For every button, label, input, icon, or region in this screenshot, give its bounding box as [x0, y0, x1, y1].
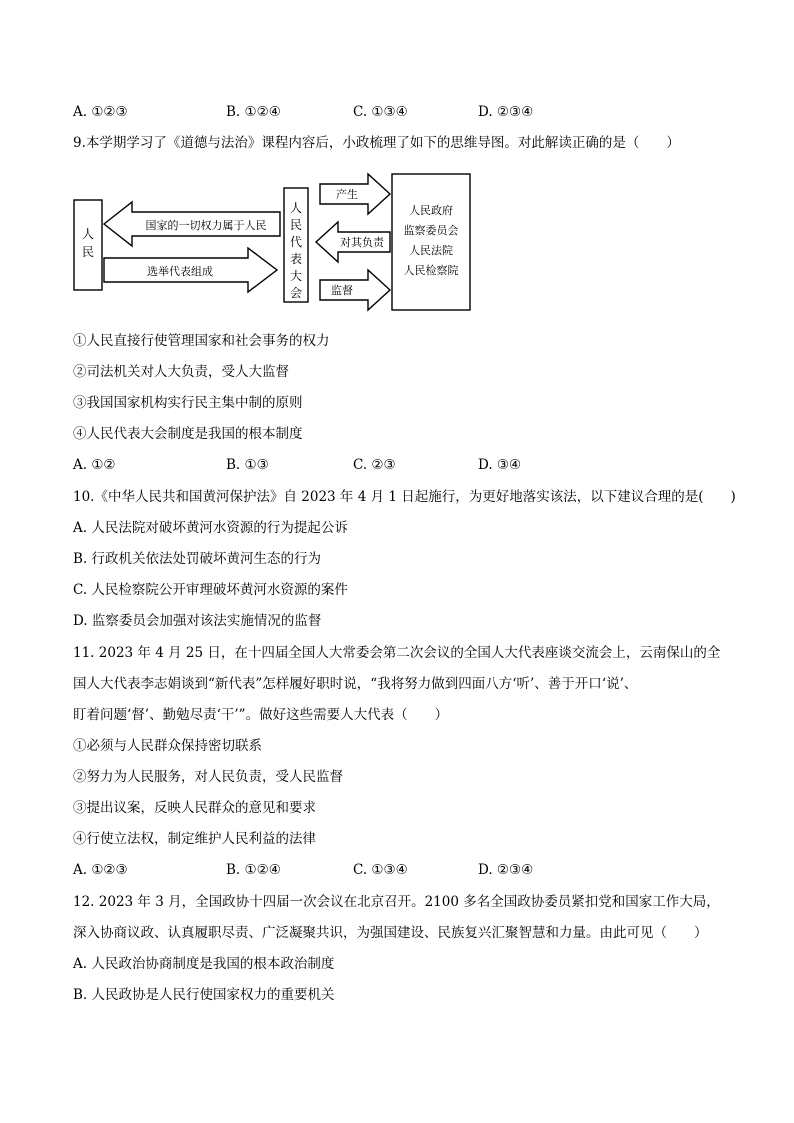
q12-option-a: A. 人民政治协商制度是我国的根本政治制度	[73, 956, 335, 972]
people-label-2: 民	[81, 245, 95, 259]
option-d: D. ②③④	[478, 862, 534, 878]
option-b: B. ①②④	[226, 862, 281, 878]
q10-stem: 10.《中华人民共和国黄河保护法》自 2023 年 4 月 1 日起施行，为更好地落实该法，以下建议合理的是( )	[73, 489, 736, 505]
organ-government: 人民政府	[409, 204, 453, 217]
npc-char-2: 民	[289, 218, 303, 232]
npc-char-6: 会	[289, 286, 303, 300]
option-a: A. ①②③	[73, 104, 128, 120]
q12-stem-line-1: 12. 2023 年 3 月，全国政协十四届一次会议在北京召开。2100 多名全国政协委员紧扣党和国家工作大局，	[73, 894, 720, 910]
npc-char-5: 大	[289, 269, 303, 283]
npc-char-4: 表	[289, 252, 303, 266]
state-organs-box	[392, 174, 470, 310]
q9-mind-map-diagram	[72, 172, 474, 318]
option-a: A. ①②	[73, 457, 116, 473]
q11-statement-4: ④行使立法权，制定维护人民利益的法律	[73, 831, 316, 847]
option-c: C. ①③④	[353, 862, 408, 878]
q11-stem-line-3: 盯着问题‘督’、勤勉尽责‘干’”。做好这些需要人大代表（ ）	[73, 707, 449, 723]
q12-option-b: B. 人民政协是人民行使国家权力的重要机关	[73, 987, 335, 1003]
arrow-responsible-label: 对其负责	[340, 236, 384, 249]
arrow-produce-label: 产生	[336, 188, 358, 201]
arrow-right-label: 选举代表组成	[147, 265, 213, 278]
q9-statement-4: ④人民代表大会制度是我国的根本制度	[73, 426, 303, 442]
organ-supervisory: 监察委员会	[403, 224, 459, 237]
q11-statement-1: ①必须与人民群众保持密切联系	[73, 738, 262, 754]
q10-option-b: B. 行政机关依法处罚破坏黄河生态的行为	[73, 551, 322, 567]
q11-stem-line-1: 11. 2023 年 4 月 25 日，在十四届全国人大常委会第二次会议的全国人大代表座谈交流会上，云南保山的全	[73, 645, 721, 661]
option-a: A. ①②③	[73, 862, 128, 878]
q9-statement-2: ②司法机关对人大负责，受人大监督	[73, 364, 289, 380]
option-d: D. ③④	[478, 457, 522, 473]
option-b: B. ①②④	[226, 104, 281, 120]
q9-stem: 9.本学期学习了《道德与法治》课程内容后，小政梳理了如下的思维导图。对此解读正确的是（ ）	[73, 135, 680, 151]
arrow-supervise-label: 监督	[331, 284, 353, 297]
q10-option-d: D. 监察委员会加强对该法实施情况的监督	[73, 613, 322, 629]
organ-procuratorate: 人民检察院	[403, 264, 459, 277]
q10-option-c: C. 人民检察院公开审理破坏黄河水资源的案件	[73, 582, 348, 598]
q9-statement-1: ①人民直接行使管理国家和社会事务的权力	[73, 333, 330, 349]
option-d: D. ②③④	[478, 104, 534, 120]
q10-option-a: A. 人民法院对破坏黄河水资源的行为提起公诉	[73, 520, 348, 536]
q12-stem-line-2: 深入协商议政、认真履职尽责、广泛凝聚共识，为强国建设、民族复兴汇聚智慧和力量。由此可见（ ）	[73, 925, 708, 941]
arrow-left-label: 国家的一切权力属于人民	[145, 219, 267, 232]
people-label-1: 人	[81, 227, 95, 241]
option-b: B. ①③	[226, 457, 269, 473]
q9-statement-3: ③我国国家机构实行民主集中制的原则	[73, 395, 303, 411]
q11-statement-3: ③提出议案，反映人民群众的意见和要求	[73, 800, 316, 816]
option-c: C. ②③	[353, 457, 396, 473]
option-c: C. ①③④	[353, 104, 408, 120]
organ-court: 人民法院	[409, 244, 453, 257]
npc-char-1: 人	[289, 201, 303, 215]
q11-stem-line-2: 国人大代表李志娟谈到“新代表”怎样履好职时说，“我将努力做到四面八方‘听’、善于开口‘说’、	[73, 676, 638, 692]
npc-char-3: 代	[289, 235, 303, 249]
q11-statement-2: ②努力为人民服务，对人民负责，受人民监督	[73, 769, 343, 785]
